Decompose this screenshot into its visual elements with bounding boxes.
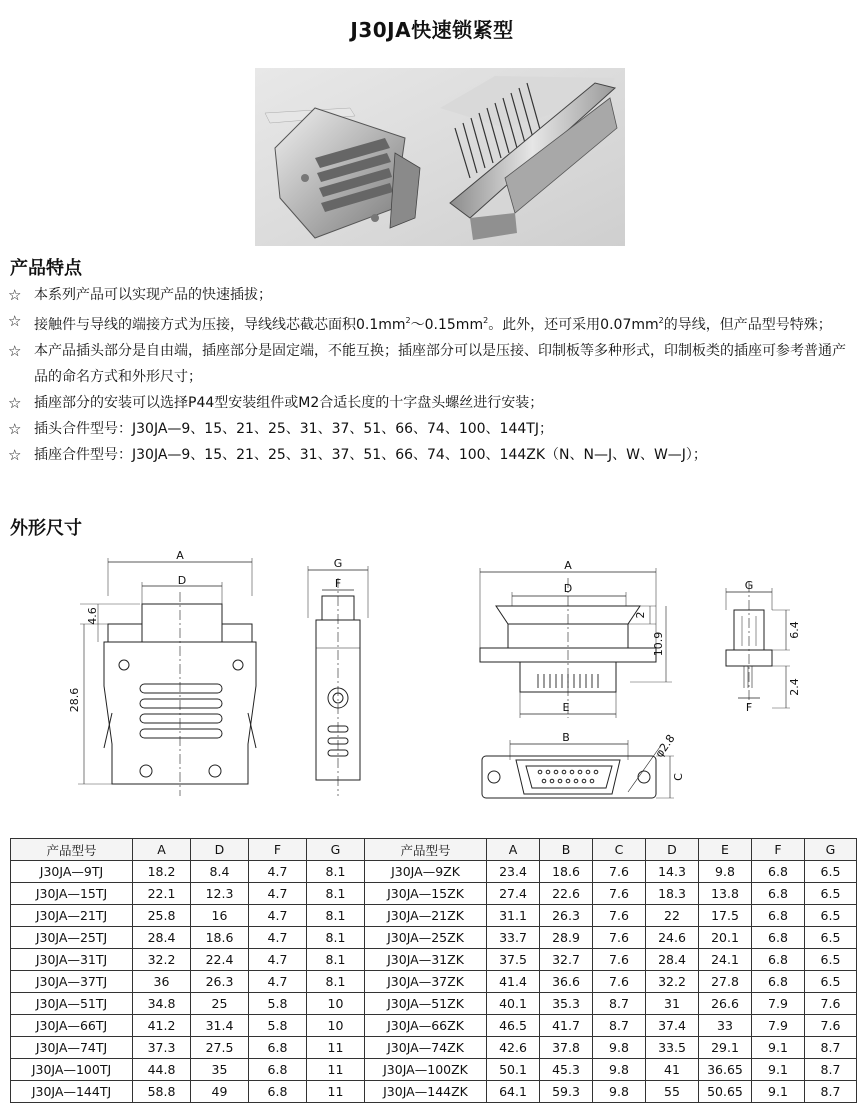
table-cell: J30JA—21ZK	[365, 905, 487, 927]
feature-item: ☆ 本系列产品可以实现产品的快速插拔；	[8, 282, 856, 308]
column-header: A	[133, 839, 191, 861]
table-cell: 31.4	[191, 1015, 249, 1037]
dim-label-6-4: 6.4	[788, 621, 801, 639]
feature-item: ☆ 插座合件型号：J30JA—9、15、21、25、31、37、51、66、74、100、144ZK（N、N—J、W、W—J）；	[8, 442, 856, 468]
table-cell: 7.6	[593, 861, 646, 883]
table-cell: 50.65	[699, 1081, 752, 1103]
table-cell: 6.8	[249, 1037, 307, 1059]
table-cell: 20.1	[699, 927, 752, 949]
table-cell: 24.1	[699, 949, 752, 971]
table-cell: 10	[307, 993, 365, 1015]
table-cell: 41.7	[540, 1015, 593, 1037]
column-header: F	[752, 839, 805, 861]
table-cell: 6.8	[752, 861, 805, 883]
table-cell: 6.8	[752, 927, 805, 949]
table-cell: 37.8	[540, 1037, 593, 1059]
dim-label-D: D	[563, 582, 573, 595]
table-cell: 18.6	[540, 861, 593, 883]
product-photo	[255, 68, 625, 246]
dim-label-G: G	[744, 579, 754, 592]
table-cell: 11	[307, 1037, 365, 1059]
table-cell: 6.5	[805, 927, 857, 949]
socket-side-drawing	[726, 582, 790, 708]
table-cell: 8.7	[593, 1015, 646, 1037]
table-cell: 34.8	[133, 993, 191, 1015]
feature-item: ☆ 插座部分的安装可以选择P44型安装组件或M2合适长度的十字盘头螺丝进行安装；	[8, 390, 856, 416]
table-cell: J30JA—74TJ	[11, 1037, 133, 1059]
table-cell: 41.2	[133, 1015, 191, 1037]
dim-label-2: 2	[634, 611, 647, 619]
table-cell: 4.7	[249, 883, 307, 905]
column-header: C	[593, 839, 646, 861]
table-cell: J30JA—15TJ	[11, 883, 133, 905]
dimension-drawings	[0, 548, 864, 830]
table-cell: 45.3	[540, 1059, 593, 1081]
column-header: E	[699, 839, 752, 861]
dim-label-B: B	[562, 731, 570, 744]
table-row	[11, 861, 857, 883]
dim-label-C: C	[672, 773, 685, 781]
dim-label-hole: φ2.8	[652, 732, 678, 760]
table-cell: 9.8	[593, 1059, 646, 1081]
dim-label-G: G	[333, 557, 343, 570]
table-cell: J30JA—25TJ	[11, 927, 133, 949]
feature-item: ☆ 本产品插头部分是自由端，插座部分是固定端，不能互换；插座部分可以是压接、印制板等多种形式，印制板类的插座可参考普通产品的命名方式和外形尺寸；	[8, 338, 856, 390]
table-cell: 28.4	[133, 927, 191, 949]
table-cell: 37.5	[487, 949, 540, 971]
table-cell: 6.5	[805, 883, 857, 905]
table-cell: 6.8	[249, 1059, 307, 1081]
table-cell: 9.1	[752, 1059, 805, 1081]
table-cell: 6.8	[752, 905, 805, 927]
table-cell: J30JA—31TJ	[11, 949, 133, 971]
table-cell: 41.4	[487, 971, 540, 993]
dim-label-4-6: 4.6	[86, 607, 99, 625]
table-cell: 7.6	[593, 905, 646, 927]
table-cell: 5.8	[249, 1015, 307, 1037]
table-cell: 8.4	[191, 861, 249, 883]
table-cell: 32.2	[646, 971, 699, 993]
table-cell: 8.1	[307, 861, 365, 883]
table-cell: 18.6	[191, 927, 249, 949]
table-cell: 9.1	[752, 1081, 805, 1103]
table-cell: 4.7	[249, 927, 307, 949]
table-cell: 5.8	[249, 993, 307, 1015]
table-cell: 32.2	[133, 949, 191, 971]
table-cell: 50.1	[487, 1059, 540, 1081]
table-cell: 22.4	[191, 949, 249, 971]
table-row	[11, 1059, 857, 1081]
column-header: G	[805, 839, 857, 861]
table-cell: 27.4	[487, 883, 540, 905]
table-cell: J30JA—21TJ	[11, 905, 133, 927]
table-cell: 22.6	[540, 883, 593, 905]
table-cell: 8.7	[805, 1081, 857, 1103]
table-cell: 11	[307, 1059, 365, 1081]
table-cell: J30JA—9TJ	[11, 861, 133, 883]
table-cell: 25.8	[133, 905, 191, 927]
star-icon: ☆	[8, 394, 22, 412]
table-cell: 10	[307, 1015, 365, 1037]
star-icon: ☆	[8, 446, 22, 464]
dim-label-2-4: 2.4	[788, 678, 801, 696]
table-cell: 33.7	[487, 927, 540, 949]
table-header-row	[11, 839, 857, 861]
table-cell: J30JA—66TJ	[11, 1015, 133, 1037]
table-cell: 26.3	[540, 905, 593, 927]
table-cell: 23.4	[487, 861, 540, 883]
table-cell: 13.8	[699, 883, 752, 905]
table-cell: 26.6	[699, 993, 752, 1015]
features-list	[8, 282, 856, 468]
table-cell: 8.1	[307, 883, 365, 905]
table-cell: J30JA—9ZK	[365, 861, 487, 883]
table-cell: 22	[646, 905, 699, 927]
feature-item: ☆ 插头合件型号：J30JA—9、15、21、25、31、37、51、66、74、100、144TJ；	[8, 416, 856, 442]
table-cell: 18.3	[646, 883, 699, 905]
table-cell: 29.1	[699, 1037, 752, 1059]
table-cell: 7.6	[593, 949, 646, 971]
table-cell: 6.8	[249, 1081, 307, 1103]
table-cell: 26.3	[191, 971, 249, 993]
table-cell: 9.8	[593, 1081, 646, 1103]
table-cell: 4.7	[249, 949, 307, 971]
table-cell: 8.7	[805, 1037, 857, 1059]
table-cell: 17.5	[699, 905, 752, 927]
table-cell: J30JA—100ZK	[365, 1059, 487, 1081]
dim-label-D: D	[177, 574, 187, 587]
column-header: D	[646, 839, 699, 861]
table-cell: 16	[191, 905, 249, 927]
table-cell: 6.8	[752, 971, 805, 993]
table-cell: 28.4	[646, 949, 699, 971]
table-cell: 7.6	[593, 971, 646, 993]
table-cell: 36.6	[540, 971, 593, 993]
dim-label-28-6: 28.6	[68, 687, 81, 713]
table-cell: 33.5	[646, 1037, 699, 1059]
table-row	[11, 993, 857, 1015]
table-cell: 7.6	[805, 1015, 857, 1037]
column-header: D	[191, 839, 249, 861]
table-cell: J30JA—74ZK	[365, 1037, 487, 1059]
table-cell: 27.8	[699, 971, 752, 993]
table-row	[11, 927, 857, 949]
column-header: B	[540, 839, 593, 861]
table-row	[11, 1015, 857, 1037]
table-cell: J30JA—51TJ	[11, 993, 133, 1015]
column-header: 产品型号	[365, 839, 487, 861]
table-cell: J30JA—37TJ	[11, 971, 133, 993]
table-cell: J30JA—100TJ	[11, 1059, 133, 1081]
table-cell: 7.6	[805, 993, 857, 1015]
table-cell: 33	[699, 1015, 752, 1037]
table-cell: 49	[191, 1081, 249, 1103]
table-cell: 6.8	[752, 949, 805, 971]
table-cell: 4.7	[249, 971, 307, 993]
table-cell: 28.9	[540, 927, 593, 949]
column-header: A	[487, 839, 540, 861]
page-title: J30JA快速锁紧型	[350, 18, 514, 42]
feature-item: ☆ 接触件与导线的端接方式为压接，导线线芯截芯面积$0.1mm^2\sim 0.15mm^2$。此外，还可采用$0.07mm^2$的导线，但产品型号特殊；	[8, 308, 856, 338]
table-cell: 8.1	[307, 949, 365, 971]
table-row	[11, 971, 857, 993]
dim-label-10-9: 10.9	[652, 631, 665, 657]
star-icon: ☆	[8, 420, 22, 438]
socket-bottom-drawing	[482, 740, 674, 798]
table-cell: 64.1	[487, 1081, 540, 1103]
dim-label-A: A	[564, 559, 572, 572]
table-cell: J30JA—51ZK	[365, 993, 487, 1015]
table-cell: 27.5	[191, 1037, 249, 1059]
star-icon: ☆	[8, 286, 22, 304]
table-cell: 7.9	[752, 993, 805, 1015]
table-cell: J30JA—144TJ	[11, 1081, 133, 1103]
table-cell: 18.2	[133, 861, 191, 883]
table-cell: 9.8	[593, 1037, 646, 1059]
table-cell: 31	[646, 993, 699, 1015]
table-cell: 6.8	[752, 883, 805, 905]
table-cell: 24.6	[646, 927, 699, 949]
table-row	[11, 1037, 857, 1059]
table-cell: 35	[191, 1059, 249, 1081]
table-cell: 4.7	[249, 905, 307, 927]
table-cell: 37.4	[646, 1015, 699, 1037]
table-cell: J30JA—31ZK	[365, 949, 487, 971]
table-cell: 44.8	[133, 1059, 191, 1081]
plug-front-drawing	[78, 558, 256, 796]
features-heading: 产品特点	[10, 258, 82, 279]
column-header: G	[307, 839, 365, 861]
table-cell: 4.7	[249, 861, 307, 883]
table-cell: 58.8	[133, 1081, 191, 1103]
table-cell: 8.7	[593, 993, 646, 1015]
table-cell: 36	[133, 971, 191, 993]
table-cell: 31.1	[487, 905, 540, 927]
table-cell: 37.3	[133, 1037, 191, 1059]
star-icon: ☆	[8, 312, 22, 330]
table-row	[11, 905, 857, 927]
table-cell: 46.5	[487, 1015, 540, 1037]
table-cell: 55	[646, 1081, 699, 1103]
table-cell: 41	[646, 1059, 699, 1081]
table-row	[11, 883, 857, 905]
table-cell: 8.1	[307, 905, 365, 927]
table-body	[11, 861, 857, 1103]
table-cell: 7.9	[752, 1015, 805, 1037]
table-cell: 6.5	[805, 949, 857, 971]
table-cell: 9.8	[699, 861, 752, 883]
socket-front-drawing	[480, 568, 672, 718]
table-cell: 8.1	[307, 927, 365, 949]
table-cell: 40.1	[487, 993, 540, 1015]
table-cell: J30JA—144ZK	[365, 1081, 487, 1103]
table-cell: 6.5	[805, 971, 857, 993]
star-icon: ☆	[8, 342, 22, 360]
dim-label-F: F	[745, 701, 753, 714]
table-cell: 42.6	[487, 1037, 540, 1059]
table-cell: 6.5	[805, 861, 857, 883]
table-cell: 8.7	[805, 1059, 857, 1081]
table-cell: 11	[307, 1081, 365, 1103]
table-cell: 59.3	[540, 1081, 593, 1103]
table-cell: J30JA—66ZK	[365, 1015, 487, 1037]
table-cell: 6.5	[805, 905, 857, 927]
table-cell: J30JA—37ZK	[365, 971, 487, 993]
table-row	[11, 949, 857, 971]
table-cell: J30JA—15ZK	[365, 883, 487, 905]
plug-side-drawing	[308, 566, 368, 796]
dim-label-F: F	[334, 577, 342, 590]
table-row	[11, 1081, 857, 1103]
table-cell: J30JA—25ZK	[365, 927, 487, 949]
table-cell: 36.65	[699, 1059, 752, 1081]
table-cell: 9.1	[752, 1037, 805, 1059]
table-cell: 32.7	[540, 949, 593, 971]
table-cell: 25	[191, 993, 249, 1015]
table-cell: 7.6	[593, 927, 646, 949]
spec-table	[10, 838, 857, 1103]
table-cell: 12.3	[191, 883, 249, 905]
table-cell: 22.1	[133, 883, 191, 905]
dim-label-E: E	[562, 701, 570, 714]
column-header: F	[249, 839, 307, 861]
dim-label-A: A	[176, 549, 184, 562]
table-cell: 7.6	[593, 883, 646, 905]
table-cell: 14.3	[646, 861, 699, 883]
table-cell: 35.3	[540, 993, 593, 1015]
column-header: 产品型号	[11, 839, 133, 861]
dimensions-heading: 外形尺寸	[10, 518, 82, 539]
table-cell: 8.1	[307, 971, 365, 993]
